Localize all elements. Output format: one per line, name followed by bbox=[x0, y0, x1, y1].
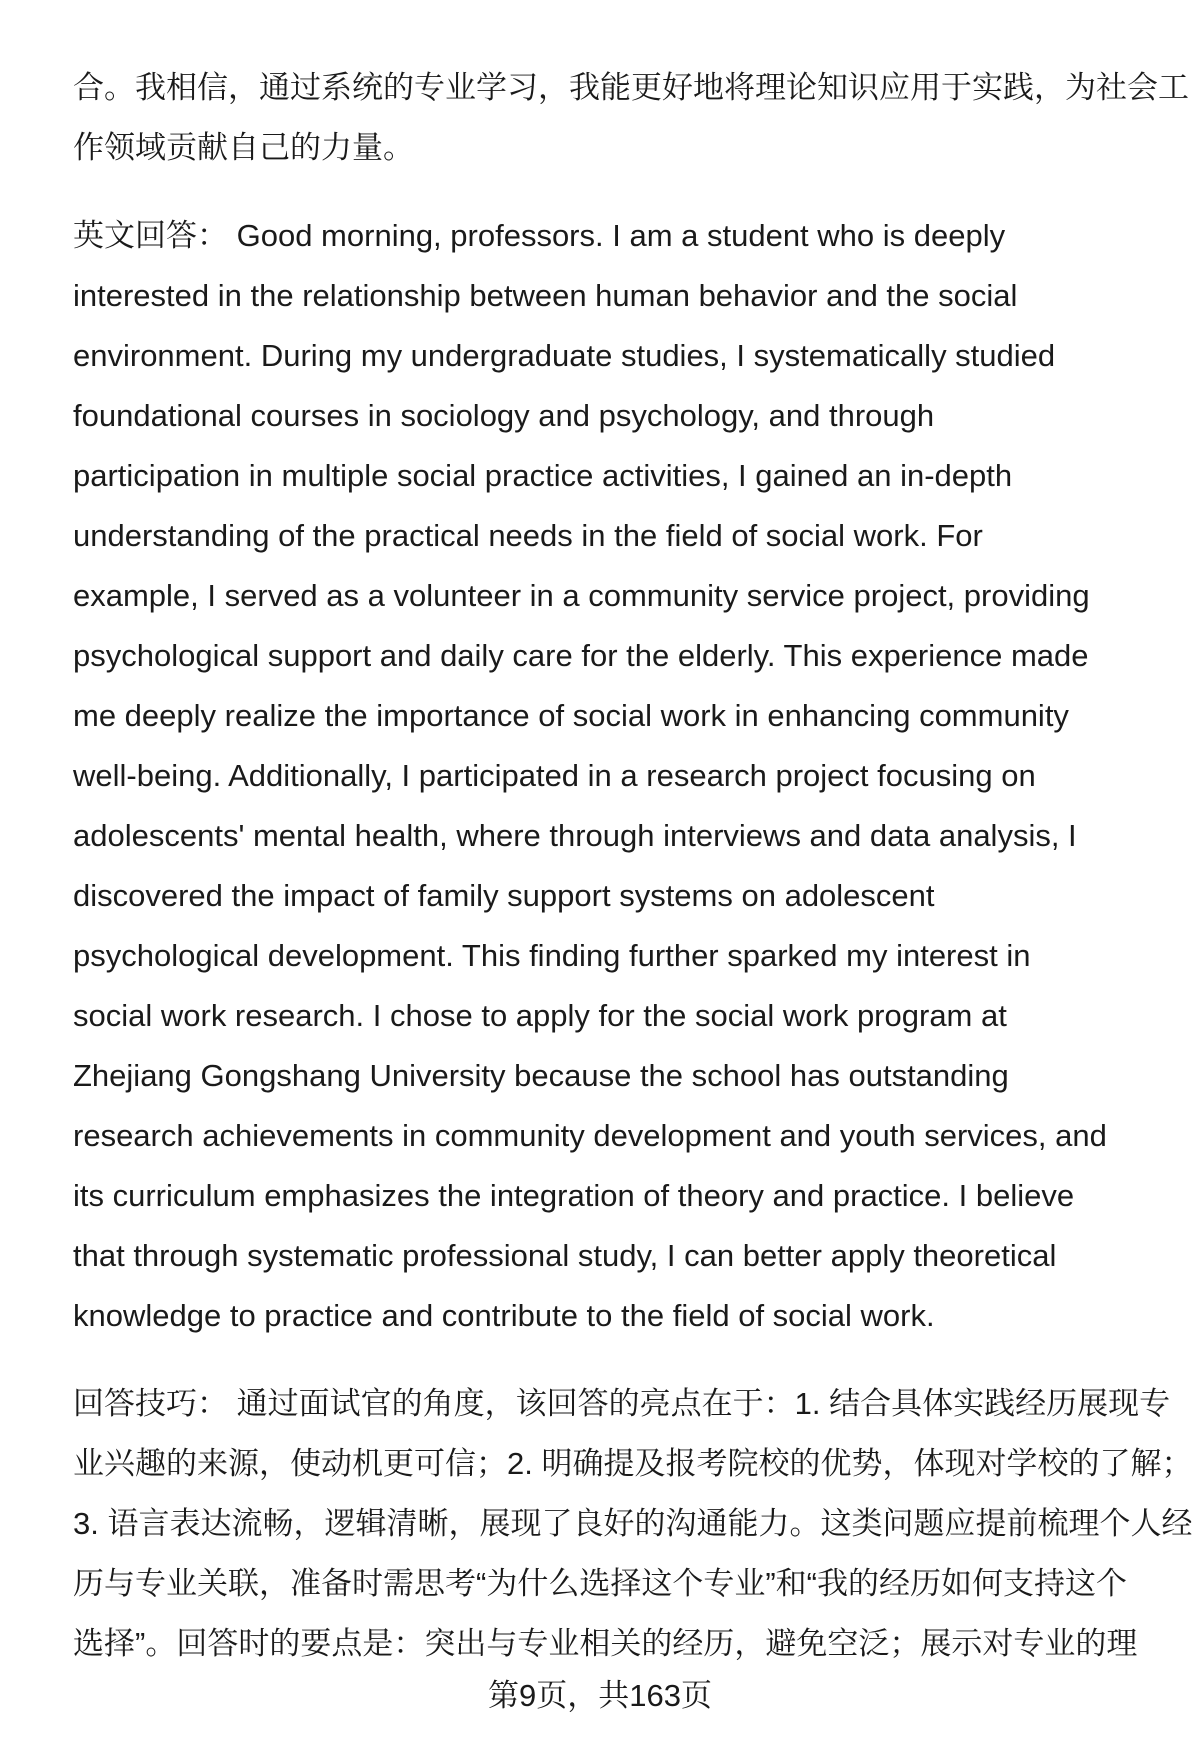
text-line: psychological development. This finding further sparked my interest in bbox=[73, 938, 1031, 973]
text-line: adolescents' mental health, where through interviews and data analysis, I bbox=[73, 818, 1077, 853]
text-line: me deeply realize the importance of social work in enhancing community bbox=[73, 698, 1069, 733]
text-line: knowledge to practice and contribute to the field of social work. bbox=[73, 1298, 935, 1333]
text-line: 历与专业关联，准备时需思考“为什么选择这个专业”和“我的经历如何支持这个 bbox=[73, 1566, 1127, 1601]
text-line: its curriculum emphasizes the integration of theory and practice. I believe bbox=[73, 1178, 1075, 1213]
text-line: well-being. Additionally, I participated in a research project focusing on bbox=[73, 758, 1036, 793]
text-line: environment. During my undergraduate studies, I systematically studied bbox=[73, 338, 1056, 373]
text-line: research achievements in community development and youth services, and bbox=[73, 1118, 1107, 1153]
paragraph bbox=[73, 1374, 1193, 1674]
page-number: 第9页，共163页 bbox=[488, 1678, 712, 1713]
text-line: that through systematic professional study, I can better apply theoretical bbox=[73, 1238, 1057, 1273]
text-line: participation in multiple social practice activities, I gained an in-depth bbox=[73, 458, 1013, 493]
text-line: 选择”。回答时的要点是：突出与专业相关的经历，避免空泛；展示对专业的理 bbox=[73, 1626, 1138, 1661]
text-line: 合。我相信，通过系统的专业学习，我能更好地将理论知识应用于实践，为社会工 bbox=[73, 70, 1189, 105]
text-line: example, I served as a volunteer in a community service project, providing bbox=[73, 578, 1090, 613]
document-body bbox=[73, 58, 1193, 1702]
text-line: Zhejiang Gongshang University because the school has outstanding bbox=[73, 1058, 1009, 1093]
text-line: discovered the impact of family support systems on adolescent bbox=[73, 878, 935, 913]
paragraph bbox=[73, 206, 1153, 1346]
text-line: 作领域贡献自己的力量。 bbox=[73, 130, 414, 165]
text-line: 3. 语言表达流畅，逻辑清晰，展现了良好的沟通能力。这类问题应提前梳理个人经 bbox=[73, 1506, 1193, 1541]
text-line: foundational courses in sociology and psychology, and through bbox=[73, 398, 935, 433]
text-line: 业兴趣的来源，使动机更可信；2. 明确提及报考院校的优势，体现对学校的了解； bbox=[73, 1446, 1193, 1481]
text-line: psychological support and daily care for the elderly. This experience made bbox=[73, 638, 1089, 673]
text-line: understanding of the practical needs in the field of social work. For bbox=[73, 518, 983, 553]
paragraph bbox=[73, 58, 1189, 178]
text-line: 回答技巧： 通过面试官的角度，该回答的亮点在于：1. 结合具体实践经历展现专 bbox=[73, 1386, 1171, 1421]
text-line: 英文回答： Good morning, professors. I am a student who is deeply bbox=[73, 218, 1006, 253]
text-line: interested in the relationship between human behavior and the social bbox=[73, 278, 1018, 313]
text-line: social work research. I chose to apply for the social work program at bbox=[73, 998, 1007, 1033]
